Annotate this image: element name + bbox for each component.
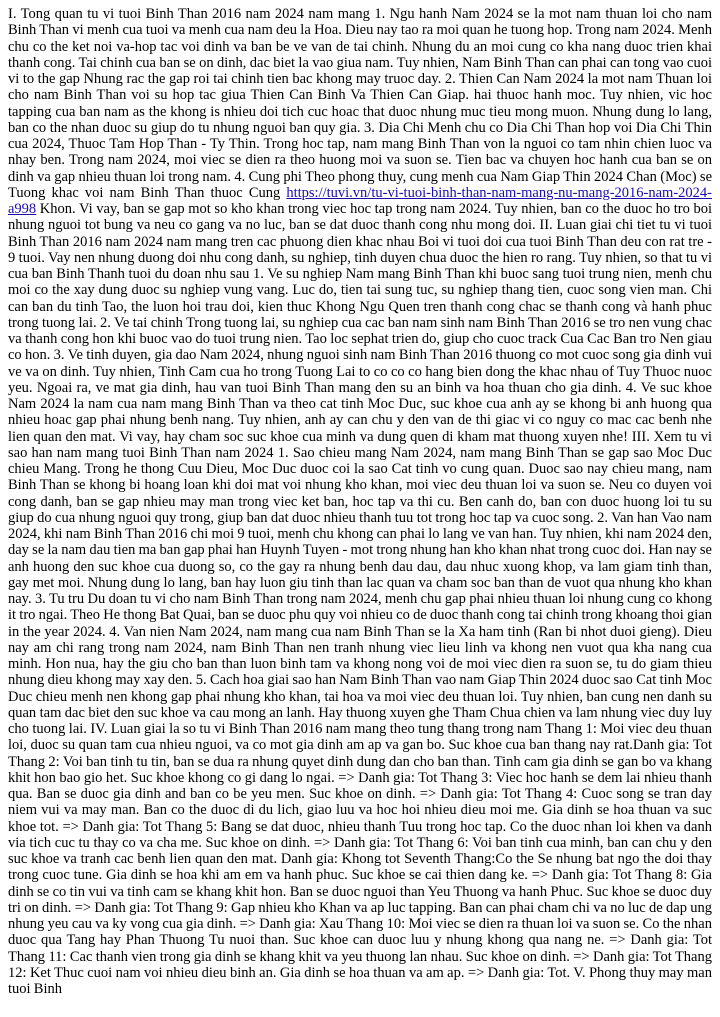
article-text-after-link: Khon. Vi vay, ban se gap mot so kho khan trong viec hoc tap trong nam 2024. Tuy nhien, ban co the duoc ho tro boi nhung nguoi tot bung va neu co gang va no luc, ban se dat duoc thanh cong nhu mong doi. II. Luan giai chi tiet tu vi tuoi Binh Than 2016 nam 2024 nam mang tren cac phuong dien khac nhau Boi vi tuoi doi cua tuoi Binh Than deu con rat tre - 9 tuoi. Vay nen nhung duong doi nhu cong danh, su nghiep, tinh duyen chua duoc the hien ro rang. Tuy nhien, so that tu vi cua ban Binh Thanh tuoi du doan nhu sau 1. Ve su nghiep Nam mang Binh Than khi buoc sang tuoi trung nien, menh chu moi co the xay dung duoc su nghiep vung vang. Luc do, tien tai sung tuc, su nghiep thang tien, cuoc song vien man. Chi can ban du tinh Tao, the luon hoi trau doi, kien thuc Khong Ngu Quen tren thanh cong chac se thanh cong và hanh phuc trong tuong lai. 2. Ve tai chinh Trong tuong lai, su nghiep cua cac ban nam sinh nam Binh Than 2016 se tro nen vung chac va thanh cong hon khi buoc vao do tuoi trung nien. Tao loc sephat trien do, giup cho cuoc track Cua Cac Ban tro Nen giau co hon. 3. Ve tinh duyen, gia dao Nam 2024, nhung nguoi sinh nam Binh Than 2016 thuong co mot cuoc song gia dinh vui ve va on dinh. Tuy nhien, Tinh Cam cua ho trong Tuong Lai to co co co hang bien dong the khac nhau of Tuy Thuoc nuoc yeu. Ngoai ra, ve mat gia dinh, hau van tuoi Binh Than mang den su an binh va hoa thuan cho gia dinh. 4. Ve suc khoe Nam 2024 la nam cua nam mang Binh Than va theo cat tinh Moc Duc, suc khoe cua anh ay se khong bi anh huong qua nhieu hoac gap phai nhung benh nang. Tuy nhien, anh ay can chu y den van de thi giac vi co nguy co mac cac benh nhe lien quan den mat. Vi vay, hay cham soc suc khoe cua minh va dung quen di kham mat thuong xuyen nhe! III. Xem tu vi sao han nam mang tuoi Binh Than nam 2024 1. Sao chieu mang Nam 2024, nam mang Binh Than se gap sao Moc Duc chieu Mang. Trong he thong Cuu Dieu, Moc Duc duoc coi la sao Cat tinh vo cung quan. Duoc sao nay chieu mang, nam Binh Than se khong bi hoang loan khi doi mat voi nhung kho khan, moi viec deu thuan loi va suon se. Neu co duyen voi cong danh, ban se gap nhieu may man trong viec ket ban, hoc tap va thi cu. Ben canh do, ban con duoc huong loi tu su giup do cua nhung nguoi quy trong, giup ban dat duoc nhieu thanh tuu tot trong hoc tap va cuoc song. 2. Van han Vao nam 2024, khi nam Binh Than 2016 chi moi 9 tuoi, menh chu khong can phai lo lang ve van han. Tuy nhien, khi nam 2024 den, day se la nam dau tien ma ban gap phai han Huynh Tuyen - mot trong nhung han kho khan nhat trong cuoc doi. Han nay se anh huong den suc khoe cua duong so, co the gay ra nhung benh dau dau, dau nhuc xuong khop, va lam giam tinh than, gay met moi. Nhung dung lo lang, ban hay luon giu tinh than lac quan va cham soc ban than de vuot qua nhung kho khan nay. 3. Tu tru Du doan tu vi cho nam Binh Than trong nam 2024, menh chu gap phai nhieu thuan loi nhung cung co khong it tro ngai. Theo He thong Bat Quai, ban se duoc phu quy voi nhieu co de duoc thanh cong tai chinh trong khoang thoi gian in the year 2024. 4. Van nien Nam 2024, nam mang cua nam Binh Than se la Xa ham tinh (Ran bi nhot duoi gieng). Dieu nay am chi rang trong nam 2024, nam Binh Than nen tranh nhung viec lieu linh va khong nen vuot qua kha nang cua minh. Hon nua, hay the giu cho ban than luon binh tam va khong nong voi de moi viec dien ra suon se, tu do giam thieu nhung dieu khong may xay den. 5. Cach hoa giai sao han Nam Binh Than vao nam Giap Thin 2024 duoc sao Cat tinh Moc Duc chieu menh nen khong gap phai nhung kho khan, tai hoa va moi viec deu thuan loi. Tuy nhien, ban cung nen danh su quan tam dac biet den suc khoe va cau mong an lanh. Hay thuong xuyen ghe Tham Chua chien va lam nhung viec duy luy cho tuong lai. IV. Luan giai la so tu vi Binh Than 2016 nam mang theo tung thang trong nam Thang 1: Moi viec deu thuan loi, duoc su quan tam cua nhieu nguoi, va co mot gia dinh am ap va gan bo. Suc khoe cua ban thang nay rat.Danh gia: Tot Thang 2: Voi ban tinh tu tin, ban se dua ra nhung quyet dinh dung dan cho ban than. Tinh cam gia dinh se gan bo va khang khit hon bao gio het. Suc khoe khong co gi dang lo ngai. => Danh gia: Tot Thang 3: Viec hoc hanh se dem lai nhieu thanh qua. Ban se duoc gia dinh and ban co be yeu men. Suc khoe on dinh. => Danh gia: Tot Thang 4: Cuoc song se tran day niem vui va may man. Ban co the duoc di du lich, giao luu va hoc hoi nhieu dieu moi me. Gia dinh se hoa thuan va suc khoe tot. => Danh gia: Tot Thang 5: Bang se dat duoc, nhieu thanh Tuu trong hoc tap. Co the duoc nhan loi khen va danh via tich cuc tu thay co va cha me. Suc khoe on dinh. => Danh gia: Tot Thang 6: Voi ban tinh cua minh, ban can chu y den suc khoe va tranh cac benh lien quan den mat. Danh gia: Khong tot Seventh Thang:Co the Se nhung bat ngo the doi thay trong cuoc tune. Gia dinh se hoa khi am em va hanh phuc. Suc khoe se cai thien dang ke. => Danh gia: Tot Thang 8: Gia dinh se co tin vui va tinh cam se khang khit hon. Ban se duoc nguoi than Yeu Thuong va hanh Phuc. Suc khoe se duoc duy tri on dinh. => Danh gia: Tot Thang 9: Gap nhieu kho Khan va ap luc tapping. Ban can phai cham chi va no luc de dap ung nhung yeu cau va ky vong cua gia dinh. => Danh gia: Xau Thang 10: Moi viec se dien ra thuan loi va suon se. Co the nhan duoc qua Tang hay Phan Thuong Tu nuoi than. Suc khoe can duoc luu y nhung khong qua nang ne. => Danh gia: Tot Thang 11: Cac thanh vien trong gia dinh se khang khit va yeu thuong lan nhau. Suc khoe on dinh. => Danh gia: Tot Thang 12: Ket Thuc cuoi nam voi nhieu dieu binh an. Gia dinh se hoa thuan va am ap. => Danh gia: Tot. V. Phong thuy may man tuoi Binh bbox=[8, 201, 712, 997]
article-body bbox=[8, 6, 712, 997]
article-text-before-link: I. Tong quan tu vi tuoi Binh Than 2016 nam 2024 nam mang 1. Ngu hanh Nam 2024 se la mot nam thuan loi cho nam Binh Than vi menh cua tuoi va menh cua nam deu la Hoa. Dieu nay tao ra moi quan he tuong hop. Trong nam 2024. Menh chu co the ket noi va-hop tac voi dinh va ban be ve van de tai chinh. Nhung du an moi cung co kha nang duoc trien khai thanh cong. Tai chinh cua ban se on dinh, dac biet la vao giua nam. Tuy nhien, Nam Binh Than can phai can tong vao cuoi vi to the gap Nhung rac the gap roi tai chinh tien bac khong may truoc day. 2. Thien Can Nam 2024 la mot nam Thuan loi cho nam Binh Than voi su hop tac giua Thien Can Binh Va Thien Can Giap. hai thuoc hanh moc. Tuy nhien, vic hoc tapping cua ban nam as the khong is nhieu doi tich cuc hoac that duoc nhung muc tieu mong muon. Nhung dung lo lang, ban co the nhan duoc su giup do tu nhung nguoi ban quy gia. 3. Dia Chi Menh chu co Dia Chi Than hop voi Dia Chi Thin cua 2024, Thuoc Tam Hop Than - Ty Thin. Trong hoc tap, nam mang Binh Than von la nguoi co tam nhin chien luoc va nhay ben. Trong nam 2024, moi viec se dien ra theo huong moi va suon se. Tien bac va chuyen hoc hanh cua ban se on dinh va gap nhieu thuan loi trong nam. 4. Cung phi Theo phong thuy, cung menh cua Nam Giap Thin 2024 Chan (Moc) se Tuong khac voi nam Binh Than thuoc Cung bbox=[8, 6, 712, 201]
source-link[interactable]: https://tuvi.vn/tu-vi-tuoi-binh-than-nam-mang-nu-mang-2016-nam-2024-a998 bbox=[8, 184, 712, 217]
